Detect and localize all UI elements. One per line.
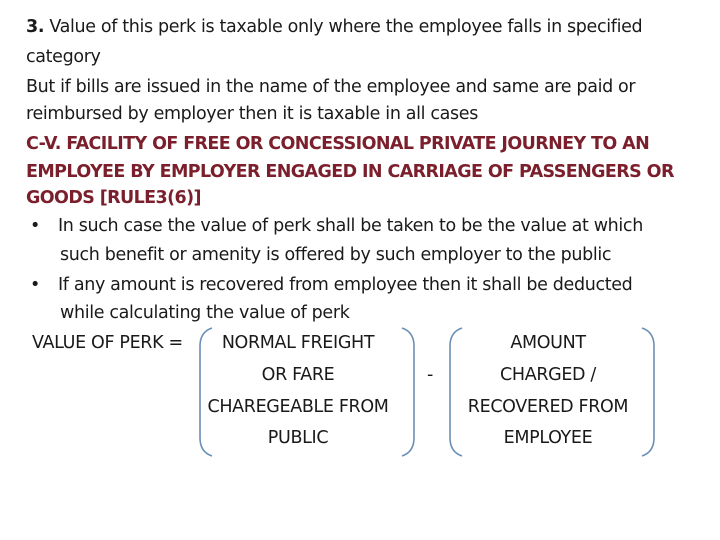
bullet1-line1: In such case the value of perk shall be taken to be the value at which <box>58 216 643 236</box>
point3-line4: reimbursed by employer then it is taxable in all cases <box>26 104 478 124</box>
point3-line3: But if bills are issued in the name of the employee and same are paid or <box>26 77 636 97</box>
bullet2-line2: while calculating the value of perk <box>60 303 350 323</box>
left-term-line1: NORMAL FREIGHT <box>221 333 375 353</box>
left-term-line4: PUBLIC <box>267 428 329 448</box>
bullet-marker: • <box>30 275 41 295</box>
right-term-line2: CHARGED / <box>500 365 596 385</box>
left-term-line3: CHAREGEABLE FROM <box>207 397 389 417</box>
bullet1-line2: such benefit or amenity is offered by such employer to the public <box>60 245 612 265</box>
point3-line2: category <box>26 47 101 67</box>
formula-lhs: VALUE OF PERK = <box>32 333 183 353</box>
point3-text: Value of this perk is taxable only where the employee falls in specified <box>44 17 643 37</box>
section-heading-line1: C-V. FACILITY OF FREE OR CONCESSIONAL PRIVATE JOURNEY TO AN <box>26 134 650 154</box>
section-heading-line3: GOODS [RULE3(6)] <box>26 188 201 208</box>
left-term-right-bracket <box>402 328 414 456</box>
minus-operator: - <box>427 365 433 385</box>
section-heading-line2: EMPLOYEE BY EMPLOYER ENGAGED IN CARRIAGE OF PASSENGERS OR <box>26 162 674 182</box>
bullet-marker: • <box>30 216 41 236</box>
right-term-line3: RECOVERED FROM <box>467 397 629 417</box>
right-term-line4: EMPLOYEE <box>503 428 593 448</box>
left-term-line2: OR FARE <box>261 365 335 385</box>
right-term-line1: AMOUNT <box>510 333 586 353</box>
point3-line1 <box>26 16 642 38</box>
point-number: 3. <box>26 17 45 37</box>
bullet2-line1: If any amount is recovered from employee then it shall be deducted <box>58 275 633 295</box>
